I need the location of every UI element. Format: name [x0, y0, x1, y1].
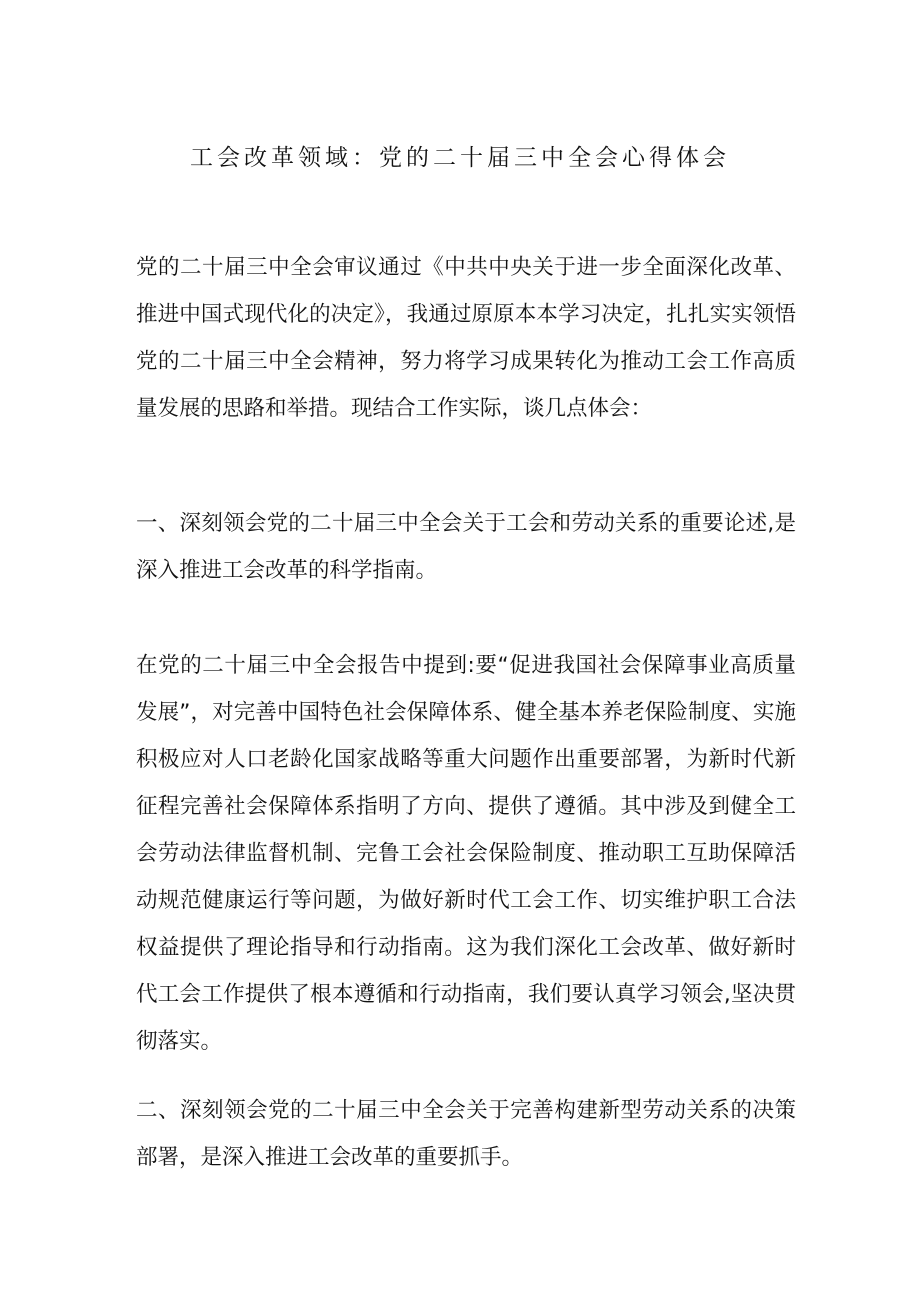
section-heading-1: 一、深刻领会党的二十届三中全会关于工会和劳动关系的重要论述,是深入推进工会改革的科学指南。	[136, 511, 796, 583]
section-heading-2: 二、深刻领会党的二十届三中全会关于完善构建新型劳动关系的决策部署，是深入推进工会改革的重要抓手。	[136, 1098, 796, 1170]
intro-paragraph: 党的二十届三中全会审议通过《中共中央关于进一步全面深化改革、推进中国式现代化的决定》，我通过原原本本学习决定，扎扎实实领悟党的二十届三中全会精神，努力将学习成果转化为推动工会工作高质量发展的思路和举措。现结合工作实际，谈几点体会：	[136, 255, 796, 421]
section-body-1: 在党的二十届三中全会报告中提到:要“促进我国社会保障事业高质量发展”，对完善中国特色社会保障体系、健全基本养老保险制度、实施积极应对人口老龄化国家战略等重大问题作出重要部署，为新时代新征程完善社会保障体系指明了方向、提供了遵循。其中涉及到健全工会劳动法律监督机制、完鲁工会社会保险制度、推动职工互助保障活动规范健康运行等问题，为做好新时代工会工作、切实维护职工合法权益提供了理论指导和行动指南。这为我们深化工会改革、做好新时代工会工作提供了根本遵循和行动指南，我们要认真学习领会,坚决贯彻落实。	[136, 653, 796, 1054]
document-title: 工会改革领域：党的二十届三中全会心得体会	[190, 145, 730, 171]
